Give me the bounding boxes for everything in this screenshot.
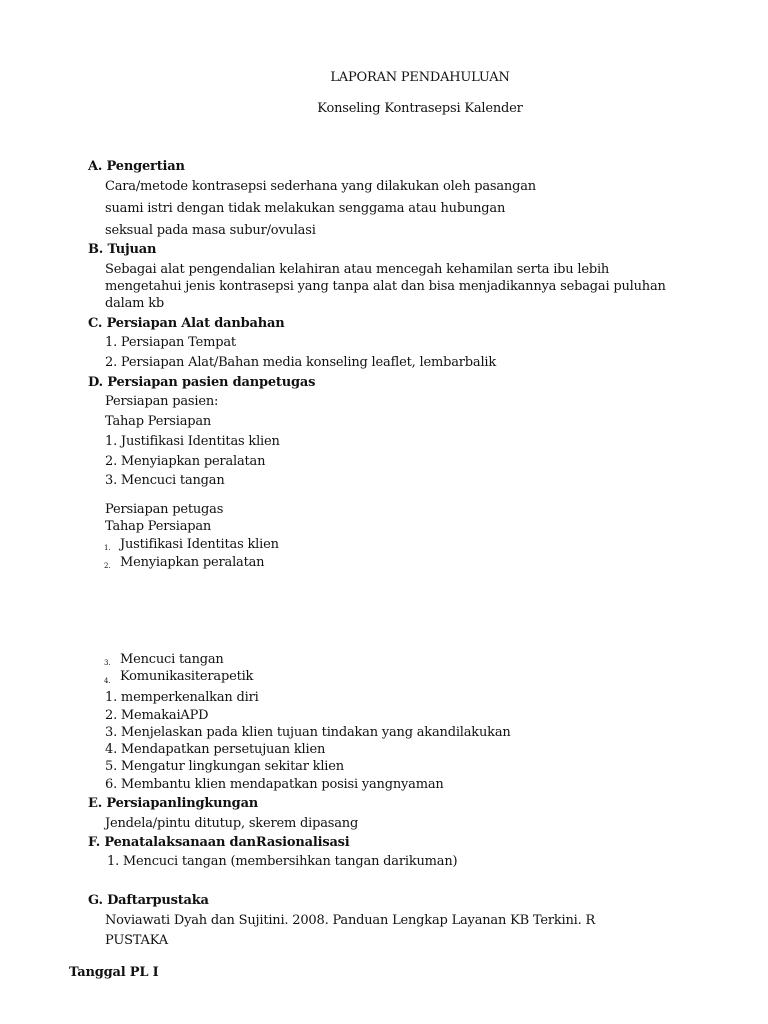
- komunikasi-item: 2. MemakaiAPD: [105, 708, 209, 723]
- pasien-item: 3. Mencuci tangan: [105, 473, 225, 488]
- section-d-heading: D. Persiapan pasien danpetugas: [88, 375, 316, 390]
- persiapan-pasien-label: Persiapan pasien:: [105, 394, 219, 409]
- document-subtitle: Konseling Kontrasepsi Kalender: [317, 101, 523, 116]
- komunikasi-item: 3. Menjelaskan pada klien tujuan tindakan yang akandilakukan: [105, 725, 511, 740]
- section-c-item: 2. Persiapan Alat/Bahan media konseling leaflet, lembarbalik: [105, 355, 497, 370]
- pasien-stage-label: Tahap Persiapan: [105, 414, 212, 429]
- petugas-item: Menyiapkan peralatan: [120, 555, 265, 570]
- komunikasi-item: 1. memperkenalkan diri: [105, 690, 259, 705]
- petugas-stage-label: Tahap Persiapan: [105, 519, 212, 534]
- section-a-line: Cara/metode kontrasepsi sederhana yang dilakukan oleh pasangan: [105, 179, 536, 194]
- section-a-line: seksual pada masa subur/ovulasi: [105, 223, 316, 238]
- section-e-heading: E. Persiapanlingkungan: [88, 796, 259, 811]
- section-b-heading: B. Tujuan: [88, 242, 157, 257]
- komunikasi-item: 4. Mendapatkan persetujuan klien: [105, 742, 326, 757]
- komunikasi-item: 5. Mengatur lingkungan sekitar klien: [105, 759, 344, 774]
- section-f-heading: F. Penatalaksanaan danRasionalisasi: [88, 835, 350, 850]
- section-g-heading: G. Daftarpustaka: [88, 893, 209, 908]
- section-e-line: Jendela/pintu ditutup, skerem dipasang: [105, 816, 359, 831]
- petugas-item: Mencuci tangan: [120, 652, 224, 667]
- section-c-heading: C. Persiapan Alat danbahan: [88, 316, 285, 331]
- list-marker: 2.: [104, 562, 111, 570]
- section-f-item: 1. Mencuci tangan (membersihkan tangan darikuman): [107, 854, 458, 869]
- list-marker: 3.: [104, 659, 111, 667]
- section-a-line: suami istri dengan tidak melakukan senggama atau hubungan: [105, 201, 506, 216]
- list-marker: 4.: [104, 677, 111, 685]
- petugas-item: Komunikasiterapetik: [120, 669, 254, 684]
- section-c-item: 1. Persiapan Tempat: [105, 335, 236, 350]
- komunikasi-item: 6. Membantu klien mendapatkan posisi yangnyaman: [105, 777, 444, 792]
- reference-line: Noviawati Dyah dan Sujitini. 2008. Panduan Lengkap Layanan KB Terkini. R: [105, 913, 596, 928]
- footer-date-label: Tanggal PL I: [69, 965, 159, 980]
- pasien-item: 1. Justifikasi Identitas klien: [105, 434, 280, 449]
- section-b-line: Sebagai alat pengendalian kelahiran atau mencegah kehamilan serta ibu lebih: [105, 262, 610, 277]
- document-title: LAPORAN PENDAHULUAN: [330, 70, 510, 85]
- section-b-line: dalam kb: [105, 296, 165, 311]
- section-a-heading: A. Pengertian: [88, 159, 185, 174]
- section-b-line: mengetahui jenis kontrasepsi yang tanpa alat dan bisa menjadikannya sebagai puluhan: [105, 279, 666, 294]
- list-marker: 1.: [104, 544, 111, 552]
- petugas-item: Justifikasi Identitas klien: [120, 537, 279, 552]
- reference-line: PUSTAKA: [105, 933, 168, 948]
- persiapan-petugas-label: Persiapan petugas: [105, 502, 224, 517]
- pasien-item: 2. Menyiapkan peralatan: [105, 454, 266, 469]
